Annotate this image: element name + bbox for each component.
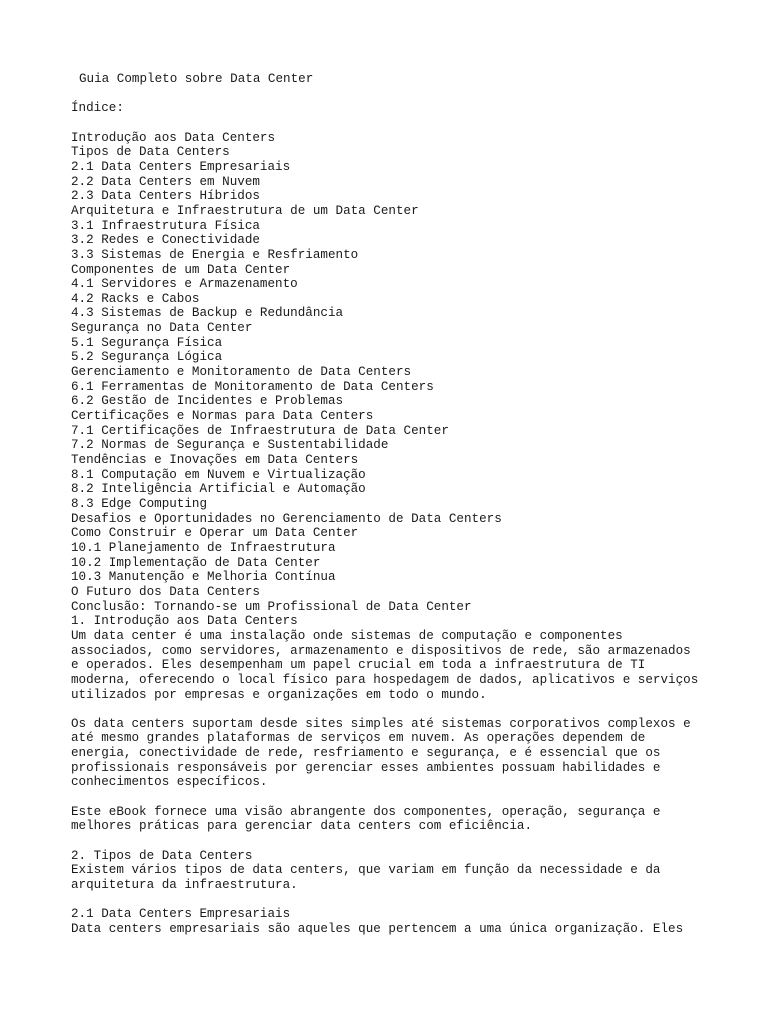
document-title: Guia Completo sobre Data Center [79,72,314,86]
paragraph-line: e operados. Eles desempenham um papel crucial em toda a infraestrutura de TI [71,658,646,673]
toc-item: Introdução aos Data Centers [71,130,276,145]
paragraph-line: Data centers empresariais são aqueles que pertencem a uma única organização. Eles [71,921,684,936]
toc-item: 6.1 Ferramentas de Monitoramento de Data Centers [71,379,434,394]
spacer [71,87,731,102]
toc-item: 7.1 Certificações de Infraestrutura de Data Center [71,423,449,438]
paragraph [71,805,731,834]
toc-item: Desafios e Oportunidades no Gerenciamento de Data Centers [71,511,502,526]
toc-item: Tipos de Data Centers [71,145,230,160]
toc-item: 8.3 Edge Computing [71,497,208,511]
toc-item: Como Construir e Operar um Data Center [71,526,359,541]
paragraph [71,629,731,702]
toc-item: Arquitetura e Infraestrutura de um Data Center [71,203,419,218]
paragraph-line: energia, conectividade de rede, resfriamento e segurança, e é essencial que os [71,746,661,761]
paragraph [71,863,731,892]
toc-item: Certificações e Normas para Data Centers [71,409,374,424]
toc-item: 3.1 Infraestrutura Física [71,218,260,233]
toc-item: 8.1 Computação em Nuvem e Virtualização [71,467,366,482]
toc-item: 5.1 Segurança Física [71,335,223,350]
table-of-contents [71,131,731,615]
document-page [71,72,731,937]
index-heading: Índice: [71,101,124,116]
toc-item: 4.2 Racks e Cabos [71,291,200,306]
spacer [71,834,731,849]
paragraph-line: Os data centers suportam desde sites simples até sistemas corporativos complexos e [71,716,691,731]
toc-item: 3.2 Redes e Conectividade [71,233,260,248]
paragraph-line: profissionais responsáveis por gerenciar esses ambientes possuam habilidades e [71,760,661,775]
paragraph-line: conhecimentos específicos. [71,775,268,790]
paragraph-line: melhores práticas para gerenciar data centers com eficiência. [71,819,533,834]
toc-item: 5.2 Segurança Lógica [71,350,223,365]
toc-item: Conclusão: Tornando-se um Profissional de Data Center [71,599,472,614]
toc-item: 4.3 Sistemas de Backup e Redundância [71,306,344,321]
toc-item: O Futuro dos Data Centers [71,584,260,599]
toc-item: 6.2 Gestão de Incidentes e Problemas [71,394,344,409]
paragraph-line: arquitetura da infraestrutura. [71,878,298,893]
toc-item: 10.3 Manutenção e Melhoria Contínua [71,570,336,585]
toc-item: Segurança no Data Center [71,321,253,336]
subsection-heading: 2.1 Data Centers Empresariais [71,907,291,922]
toc-item: Tendências e Inovações em Data Centers [71,453,359,468]
paragraph-line: Um data center é uma instalação onde sistemas de computação e componentes [71,628,623,643]
section-heading: 1. Introdução aos Data Centers [71,614,298,629]
toc-item: 2.3 Data Centers Híbridos [71,189,260,204]
paragraph-line: Existem vários tipos de data centers, que variam em função da necessidade e da [71,863,661,878]
spacer [71,790,731,805]
paragraph [71,717,731,790]
spacer [71,893,731,908]
paragraph [71,922,731,937]
toc-item: Gerenciamento e Monitoramento de Data Centers [71,365,412,380]
toc-item: 4.1 Servidores e Armazenamento [71,277,298,292]
toc-item: Componentes de um Data Center [71,262,291,277]
paragraph-line: associados, como servidores, armazenamento e dispositivos de rede, são armazenados [71,643,691,658]
spacer [71,116,731,131]
toc-item: 2.1 Data Centers Empresariais [71,159,291,174]
toc-item: 8.2 Inteligência Artificial e Automação [71,482,366,497]
toc-item: 10.1 Planejamento de Infraestrutura [71,540,336,555]
toc-item: 2.2 Data Centers em Nuvem [71,174,260,189]
paragraph-line: moderna, oferecendo o local físico para hospedagem de dados, aplicativos e serviços [71,672,699,687]
paragraph-line: utilizados por empresas e organizações em todo o mundo. [71,687,487,702]
toc-item: 3.3 Sistemas de Energia e Resfriamento [71,247,359,262]
section-heading: 2. Tipos de Data Centers [71,848,253,863]
spacer [71,702,731,717]
toc-item: 10.2 Implementação de Data Center [71,555,321,570]
paragraph-line: até mesmo grandes plataformas de serviços em nuvem. As operações dependem de [71,731,646,746]
toc-item: 7.2 Normas de Segurança e Sustentabilidade [71,438,389,453]
paragraph-line: Este eBook fornece uma visão abrangente dos componentes, operação, segurança e [71,804,661,819]
